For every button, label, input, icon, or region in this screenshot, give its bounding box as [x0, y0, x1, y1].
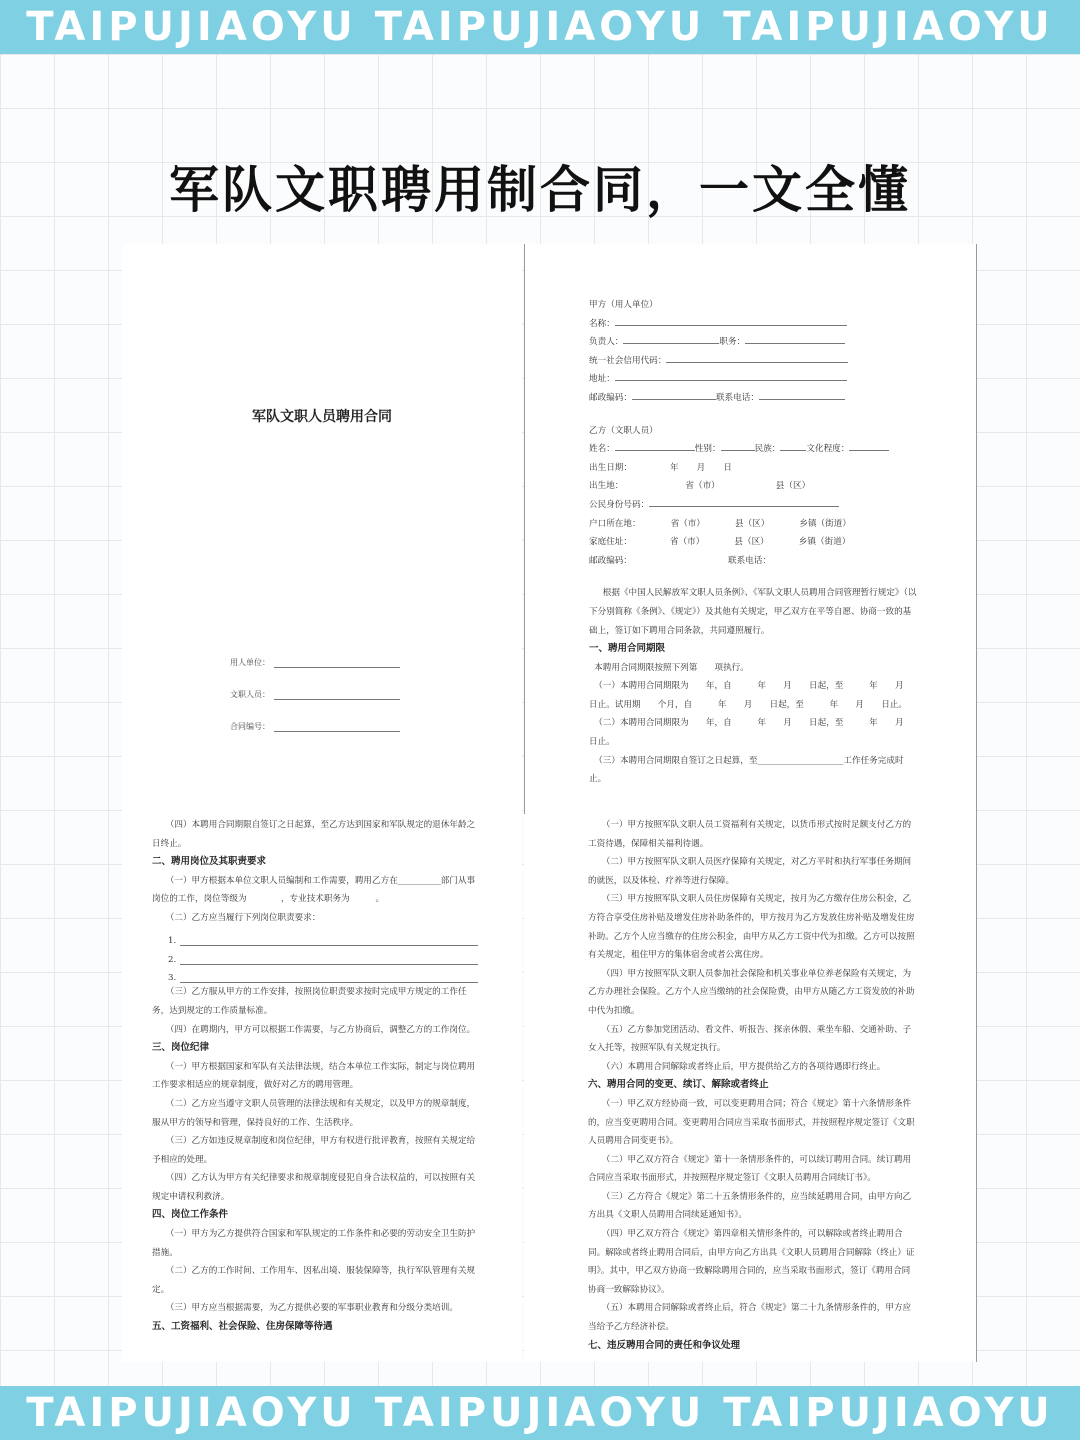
party-b-postcode-row [589, 552, 919, 571]
blank-line [721, 441, 755, 451]
term-intro: 本聘用合同期限按照下列第 项执行。 [594, 662, 749, 673]
clause: （四）乙方认为甲方有关纪律要求和规章制度侵犯自身合法权益的，可以按照有关规定申请权利救济。 [152, 1173, 476, 1202]
term-item-3: （三）本聘用合同期限自签订之日起算，至____________________工作任务完成时止。 [589, 755, 904, 785]
party-b-hukou-row [589, 515, 919, 534]
blank-line [615, 371, 847, 381]
contract-page-left [122, 814, 522, 1362]
label: 统一社会信用代码： [589, 355, 667, 366]
label: 乡镇（街道） [799, 518, 851, 529]
clause: （三）乙方服从甲方的工作安排，按照岗位职责要求按时完成甲方规定的工作任务，达到规定的工作质量标准。 [152, 987, 467, 1016]
cover-field-label: 用人单位： [230, 658, 270, 667]
label: 姓名： [589, 444, 615, 455]
party-a-person-row [589, 333, 919, 352]
party-b-id-row [589, 496, 919, 515]
clause: （二）乙方应当履行下列岗位职责要求： [165, 912, 321, 923]
label: 家庭住址： [589, 537, 632, 548]
section-heading-2: 二、聘用岗位及其职责要求 [152, 856, 267, 868]
page-divider [976, 244, 977, 1362]
blank-line [615, 316, 847, 326]
party-a-name-row [589, 315, 919, 334]
clause: （四）在聘期内，甲方可以根据工作需要，与乙方协商后，调整乙方的工作岗位。 [165, 1024, 476, 1035]
cover-field-contract-no [230, 700, 400, 732]
clause: （一）甲乙双方经协商一致，可以变更聘用合同；符合《规定》第十六条情形条件的，应当变更聘用合同。变更聘用合同应当采取书面形式，并按照程序规定签订《文职人员聘用合同变更书》。 [588, 1098, 915, 1147]
clause: （四）甲乙双方符合《规定》第四章相关情形条件的，可以解除或者终止聘用合同。解除或者终止聘用合同后，由甲方向乙方出具《文职人员聘用合同解除（终止）证明》。其中，甲乙双方协商一致解除聘用合同的，应当采取书面形式，签订《聘用合同协商一致解除协议》。 [588, 1229, 915, 1295]
label: 联系电话： [715, 392, 759, 403]
blank-line [649, 497, 839, 507]
clause: （三）甲方应当根据需要，为乙方提供必要的军事职业教育和分级分类培训。 [165, 1303, 458, 1314]
blank-line [180, 936, 478, 946]
label: 日 [723, 462, 732, 473]
label: 县（区） [734, 518, 770, 529]
section-heading-5: 五、工资福利、社会保险、住房保障等待遇 [152, 1321, 333, 1333]
section-heading-4: 四、岗位工作条件 [152, 1209, 229, 1221]
label: 邮政编码： [589, 392, 632, 403]
clause: （四）甲方按照军队文职人员参加社会保险和机关事业单位养老保险有关规定，为乙方办理社会保险。乙方个人应当缴纳的社会保险费，由甲方从随乙方工资发放的补助中代为扣缴。 [588, 968, 915, 1016]
term-item-2: （二）本聘用合同期限为 年，自 年 月 日起，至 年 月 日止。 [589, 718, 921, 748]
label: 月 [696, 462, 706, 473]
label: 职务： [719, 337, 746, 348]
label: 出生地： [589, 481, 624, 492]
clause: （五）乙方参加党团活动、看文件、听报告、探亲休假、乘坐车船、交通补助、子女入托等，按照军队有关规定执行。 [588, 1024, 912, 1054]
blank-line [180, 973, 478, 983]
label: 县（区） [734, 537, 769, 548]
clause: （一）甲方根据国家和军队有关法律法规，结合本单位工作实际，制定与岗位聘用工作要求相适应的规章制度，做好对乙方的聘用管理。 [152, 1061, 476, 1091]
label: 公民身份号码： [589, 499, 650, 510]
label: 乡镇（街道） [798, 537, 851, 548]
label: 名称： [589, 318, 615, 329]
blank-line [780, 441, 806, 451]
label: 1. [168, 936, 177, 947]
clause: （一）甲方按照军队文职人员工资福利有关规定，以货币形式按时足额支付乙方的工资待遇，保障相关福利待遇。 [588, 820, 912, 849]
blank-line [615, 441, 695, 451]
party-a-heading: 甲方（用人单位） [589, 300, 658, 310]
blank-line [745, 334, 845, 344]
blank-line [632, 390, 716, 400]
label: 2. [168, 954, 177, 965]
blank-line [274, 689, 400, 700]
label: 邮政编码： [589, 555, 632, 566]
section-heading-7: 七、违反聘用合同的责任和争议处理 [588, 1339, 741, 1351]
party-a-credit-row [589, 352, 919, 371]
cover-title: 军队文职人员聘用合同 [252, 409, 392, 425]
label: 3. [168, 973, 177, 984]
duty-line [152, 946, 478, 965]
party-b-home-row [589, 533, 919, 552]
term-item-1: （一）本聘用合同期限为 年，自 年 月 日起，至 年 月 日止。试用期 个月，自 年 月 日起，至 年 月 日止。 [589, 681, 921, 710]
clause: （六）本聘用合同解除或者终止后，甲方提供给乙方的各项待遇即行终止。 [601, 1061, 886, 1072]
clause: （二）乙方的工作时间、工作用车、因私出境、服装保障等，执行军队管理有关规定。 [152, 1266, 476, 1295]
party-a-address-row [589, 370, 919, 389]
preamble: 根据《中国人民解放军文职人员条例》、《军队文职人员聘用合同管理暂行规定》（以下分别简称《条例》、《规定》）及其他有关规定，甲乙双方在平等自愿、协商一致的基础上，签订如下聘用合同条款，共同遵照履行。 [589, 588, 917, 636]
blank-line [180, 955, 478, 965]
clause: （一）甲方为乙方提供符合国家和军队规定的工作条件和必要的劳动安全卫生防护措施。 [152, 1229, 476, 1258]
section-heading-3: 三、岗位纪律 [152, 1042, 210, 1054]
cover-field-label: 合同编号： [230, 722, 270, 731]
cover-field-employee [230, 668, 400, 700]
cover-field-employer [230, 636, 400, 668]
party-b-heading: 乙方（文职人员） [589, 425, 658, 436]
headline: 军队文职聘用制合同，一文全懂 [169, 161, 911, 219]
clause: （二）甲方按照军队文职人员医疗保障有关规定，对乙方平时和执行军事任务期间的就医，以及体检、疗养等进行保障。 [588, 857, 912, 886]
blank-line [759, 390, 845, 400]
bottom-banner: TAIPUJIAOYU TAIPUJIAOYU TAIPUJIAOYU [0, 1386, 1080, 1440]
top-banner: TAIPUJIAOYU TAIPUJIAOYU TAIPUJIAOYU [0, 0, 1080, 54]
label: 省（市） [670, 518, 705, 529]
party-b-birthplace-row [589, 477, 919, 496]
clause: （五）本聘用合同解除或者终止后，符合《规定》第二十九条情形条件的，甲方应当给予乙方经济补偿。 [588, 1303, 912, 1333]
clause: （二）乙方应当遵守文职人员管理的法律法规和有关规定，以及甲方的规章制度，服从甲方的领导和管理，保持良好的工作、生活秩序。 [152, 1098, 476, 1128]
term-item-4: （四）本聘用合同期限自签订之日起算，至乙方达到国家和军队规定的退休年龄之日终止。 [152, 820, 476, 849]
contract-page-right [524, 814, 976, 1362]
clause: （三）甲方按照军队文职人员住房保障有关规定，按月为乙方缴存住房公积金，乙方符合享受住房补贴及增发住房补助条件的，甲方按月为乙方发放住房补贴及增发住房补助。乙方个人应当缴存的住房公积金，由甲方从乙方工资中代为扣缴。乙方可以按照有关规定，租住甲方的集体宿舍或者公寓住房。 [588, 894, 915, 961]
label: 联系电话： [727, 555, 771, 566]
label: 县（区） [775, 481, 811, 492]
blank-line [849, 441, 889, 451]
label: 性别： [694, 444, 721, 455]
party-b-birthdate-row [589, 459, 919, 478]
label: 户口所在地： [589, 518, 641, 529]
cover-page [122, 244, 522, 814]
duty-line [152, 965, 478, 984]
parties-page [524, 244, 977, 814]
section-heading-6: 六、聘用合同的变更、续订、解除或者终止 [588, 1079, 769, 1091]
blank-line [666, 353, 848, 363]
blank-line [623, 334, 719, 344]
label: 省（市） [685, 481, 720, 492]
party-a-postcode-row [589, 389, 919, 408]
blank-line [274, 657, 400, 668]
clause: （一）甲方根据本单位文职人员编制和工作需要，聘用乙方在__________部门从事 岗位的工作，岗位等级为 ，专业技术职务为 。 [152, 875, 519, 905]
clause: （二）甲乙双方符合《规定》第十一条情形条件的，可以续订聘用合同。续订聘用合同应当采取书面形式，并按照程序规定签订《文职人员聘用合同续订书》。 [588, 1154, 912, 1184]
label: 负责人： [589, 337, 624, 348]
duty-line [152, 928, 478, 947]
label: 文化程度： [806, 444, 850, 455]
clause: （三）乙方符合《规定》第二十五条情形条件的，应当续延聘用合同，由甲方向乙方出具《文职人员聘用合同续延通知书》。 [588, 1191, 912, 1221]
cover-fields [230, 636, 400, 732]
label: 民族： [754, 444, 781, 455]
cover-field-label: 文职人员： [230, 690, 270, 699]
label: 出生日期： [589, 462, 632, 473]
section-heading-term: 一、聘用合同期限 [589, 643, 666, 655]
clause: （三）乙方如违反规章制度和岗位纪律，甲方有权进行批评教育，按照有关规定给予相应的处理。 [152, 1136, 476, 1165]
party-b-name-row [589, 440, 919, 459]
label: 地址： [589, 374, 615, 385]
label: 年 [669, 462, 679, 473]
blank-line [274, 721, 400, 732]
label: 省（市） [669, 537, 705, 548]
